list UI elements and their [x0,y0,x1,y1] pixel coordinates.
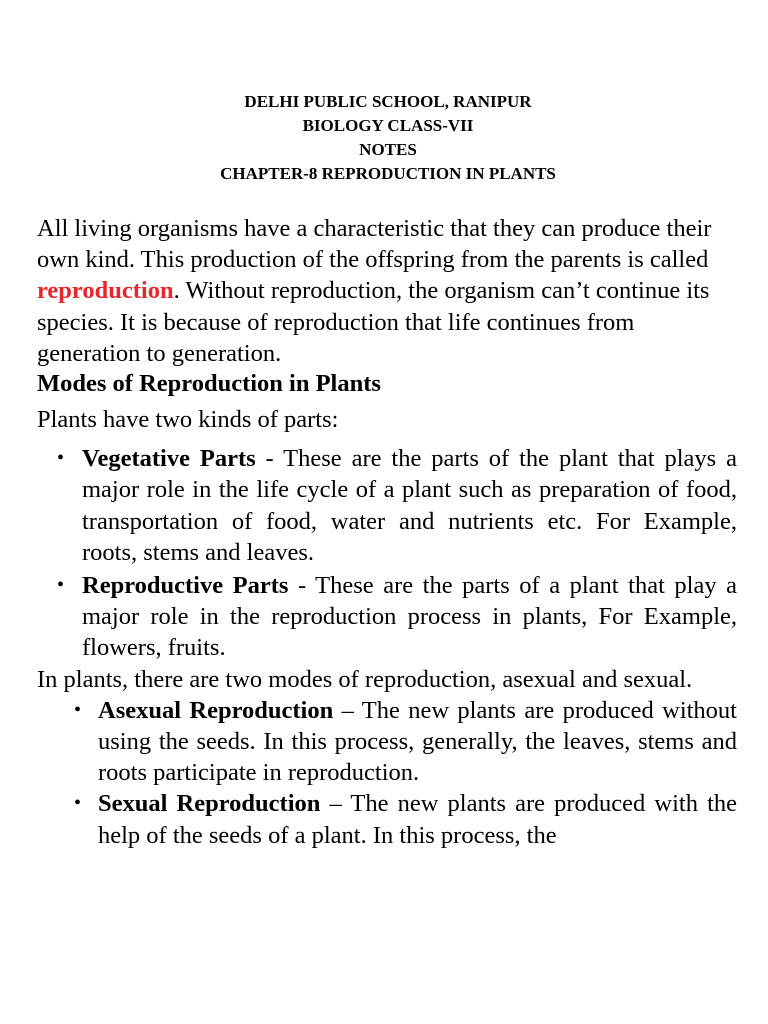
list-item-term: Reproductive Parts [82,572,289,600]
bullet-icon: • [57,447,65,470]
document-body [37,213,737,851]
modes-list [37,695,737,851]
list-item [37,695,737,789]
class-title: BIOLOGY CLASS-VII [302,116,474,135]
list-item-term: Vegetative Parts [82,445,256,473]
list-item-term: Sexual Reproduction [98,790,321,818]
modes-intro: In plants, there are two modes of reproduction, asexual and sexual. [37,665,693,693]
document-header [4,90,768,186]
list-item [37,788,737,850]
parts-intro: Plants have two kinds of parts: [37,406,339,434]
list-item-text: - These are the parts of a plant that play a major role in the reproduction process in plants, For Example, flowers, fruits. [82,572,737,662]
bullet-icon: • [74,698,82,721]
list-item [37,570,737,664]
parts-list [37,443,737,663]
list-item-text: – The new plants are produced without using the seeds. In this process, generally, the leaves, stems and roots participate in reproduction. [98,696,737,787]
reproduction-highlight: reproduction [37,277,174,305]
section-heading: Modes of Reproduction in Plants [37,370,381,398]
list-item-text: - These are the parts of the plant that plays a major role in the life cycle of a plant such as preparation of food, transportation of food, water and nutrients etc. For Example, roots, stems and leaves. [82,445,737,566]
intro-text-2: . Without reproduction, the organism can’t continue its species. It is because of reproduction that life continues from generation to generation. [37,277,710,367]
list-item-text: – The new plants are produced with the help of the seeds of a plant. In this process, the [98,790,737,849]
school-name: DELHI PUBLIC SCHOOL, RANIPUR [244,92,532,111]
list-item [37,443,737,568]
bullet-icon: • [74,792,82,815]
notes-label: NOTES [359,140,417,159]
chapter-title: CHAPTER-8 REPRODUCTION IN PLANTS [220,164,556,183]
intro-text-1: All living organisms have a characteristic that they can produce their own kind. This production of the offspring from the parents is called [37,215,712,274]
bullet-icon: • [57,574,65,597]
list-item-term: Asexual Reproduction [98,696,334,724]
intro-paragraph [37,213,737,369]
